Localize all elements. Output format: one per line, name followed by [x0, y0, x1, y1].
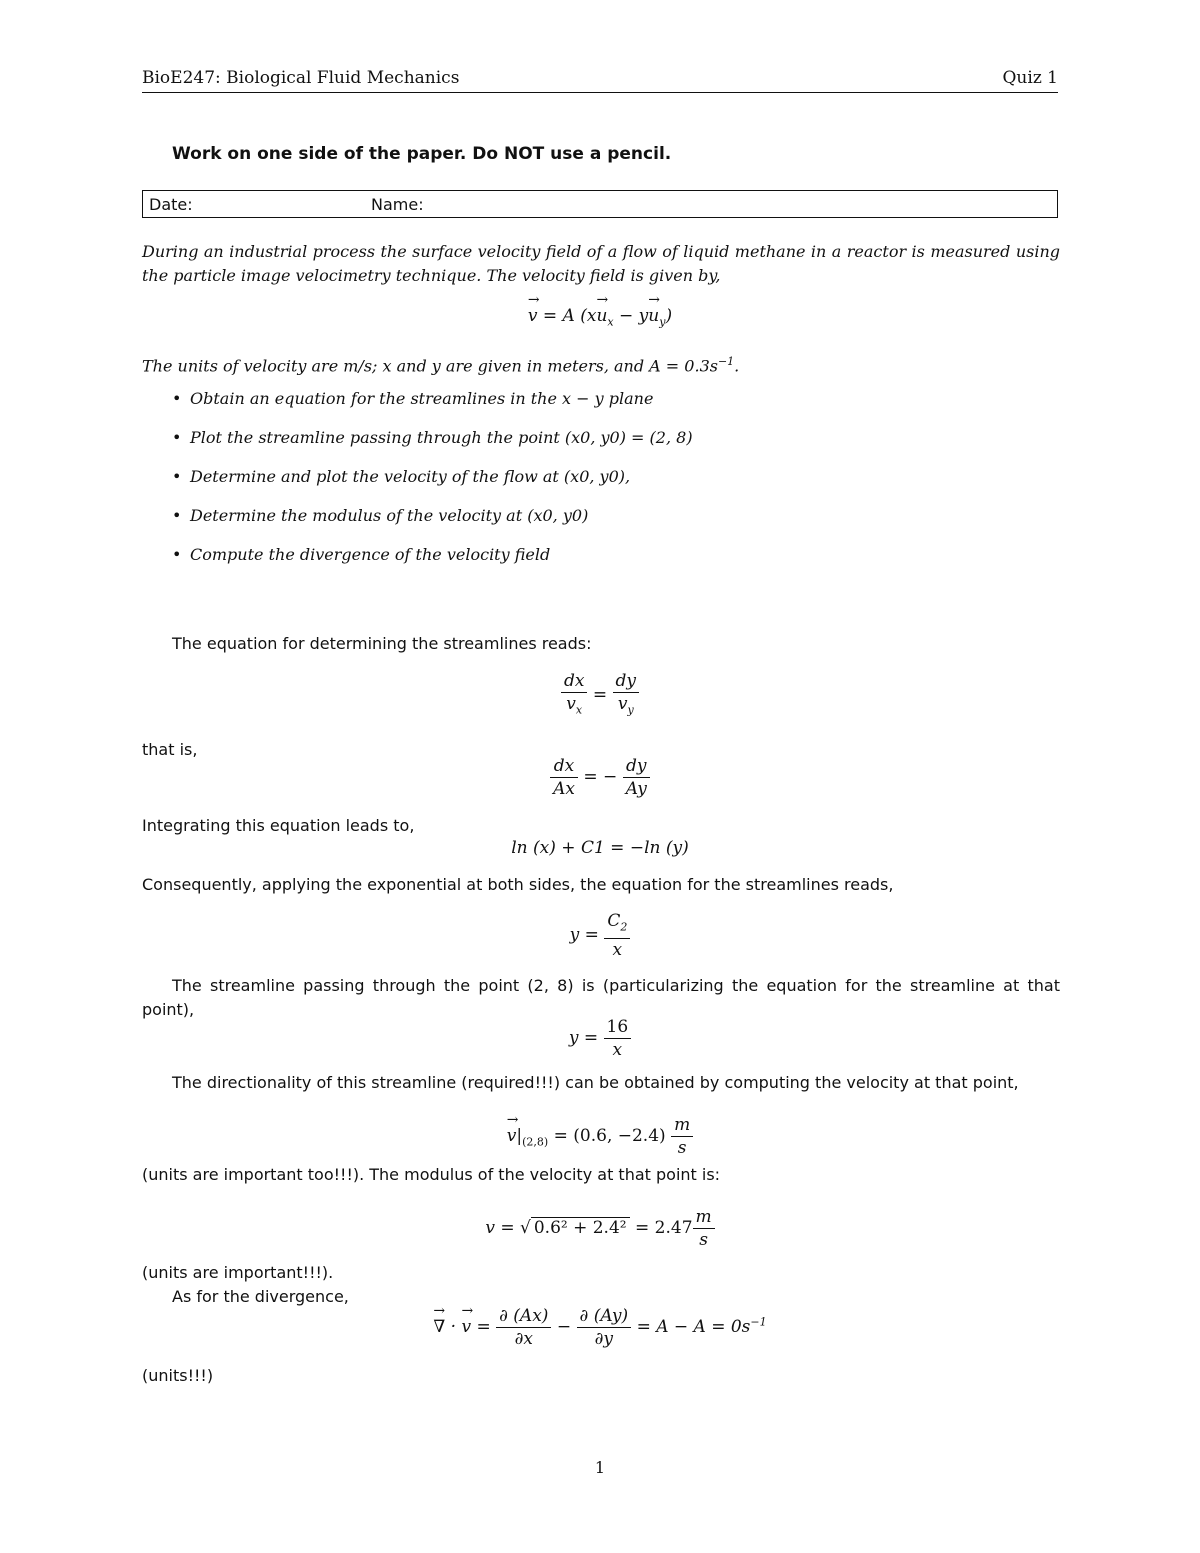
date-name-box: [142, 190, 1058, 218]
quiz-label: Quiz 1: [1002, 68, 1058, 88]
name-label: Name:: [371, 195, 424, 214]
problem-intro: During an industrial process the surface velocity field of a flow of liquid methane in a reactor is measured using the particle image velocimetry technique. The velocity field is given by,: [142, 242, 1060, 285]
particular-streamline-equation: y = $\frac{16}{x}$: [0, 1016, 1200, 1061]
task-item: • Determine the modulus of the velocity at (x0, y0): [190, 506, 588, 525]
solution-p1: The equation for determining the streamlines reads:: [172, 634, 592, 653]
streamline-equation-2: $\frac{dx}{Ax}$ = − $\frac{dy}{Ay}$: [0, 755, 1200, 800]
streamline-family-equation: y = $\frac{C_2}{x}$: [0, 910, 1200, 961]
velocity-modulus-equation: v = √ 0.6² + 2.4² = 2.47 $\frac{m}{s}$: [0, 1206, 1200, 1251]
divergence-equation: → ∇ · → v = $\frac{\partial (Ax)}{\partial x}$ − $\frac{\partial (Ay)}{\partial y}$ = $A - A = 0s^{-1}$: [0, 1305, 1200, 1350]
date-label: Date:: [149, 195, 193, 214]
velocity-field-equation: → v = A $(x\to u_x - y\to u_y)$: [0, 306, 1200, 328]
solution-p5: The streamline passing through the point (2, 8) is (particularizing the equation for the streamline at that point),: [142, 976, 1060, 1019]
task-item: • Plot the streamline passing through the point (x0, y0) = (2, 8): [190, 428, 693, 447]
solution-p9: As for the divergence,: [172, 1287, 349, 1306]
header-rule: [142, 92, 1058, 93]
solution-p3: Integrating this equation leads to,: [142, 816, 415, 835]
task-item: • Determine and plot the velocity of the flow at (x0, y0),: [190, 467, 630, 486]
solution-p4: Consequently, applying the exponential at both sides, the equation for the streamlines reads,: [142, 875, 894, 894]
velocity-at-point-equation: → $v|_{(2,8)} = (0.6$, −2.4) $\frac{m}{s}$: [0, 1114, 1200, 1159]
page-number: 1: [594, 1458, 606, 1477]
streamline-equation: $\frac{dx}{v_x}$ = $\frac{dy}{v_y}$: [0, 670, 1200, 721]
course-title: BioE247: Biological Fluid Mechanics: [142, 68, 460, 88]
task-item: • Obtain an equation for the streamlines in the x − y plane: [190, 389, 653, 408]
solution-p2: that is,: [142, 740, 198, 759]
solution-p10: (units!!!): [142, 1366, 214, 1385]
instructions: Work on one side of the paper. Do NOT use a pencil.: [172, 144, 672, 164]
integrated-equation: ln (x) + C1 = −ln (y): [511, 838, 689, 858]
units-statement: The units of velocity are m/s; x and y are given in meters, and $A = 0.3s^{-1}$.: [142, 355, 740, 376]
solution-p8: (units are important!!!).: [142, 1263, 334, 1282]
task-item: • Compute the divergence of the velocity field: [190, 545, 550, 564]
solution-p6: The directionality of this streamline (required!!!) can be obtained by computing the velocity at that point,: [172, 1073, 1019, 1092]
solution-p7: (units are important too!!!). The modulus of the velocity at that point is:: [142, 1165, 721, 1184]
